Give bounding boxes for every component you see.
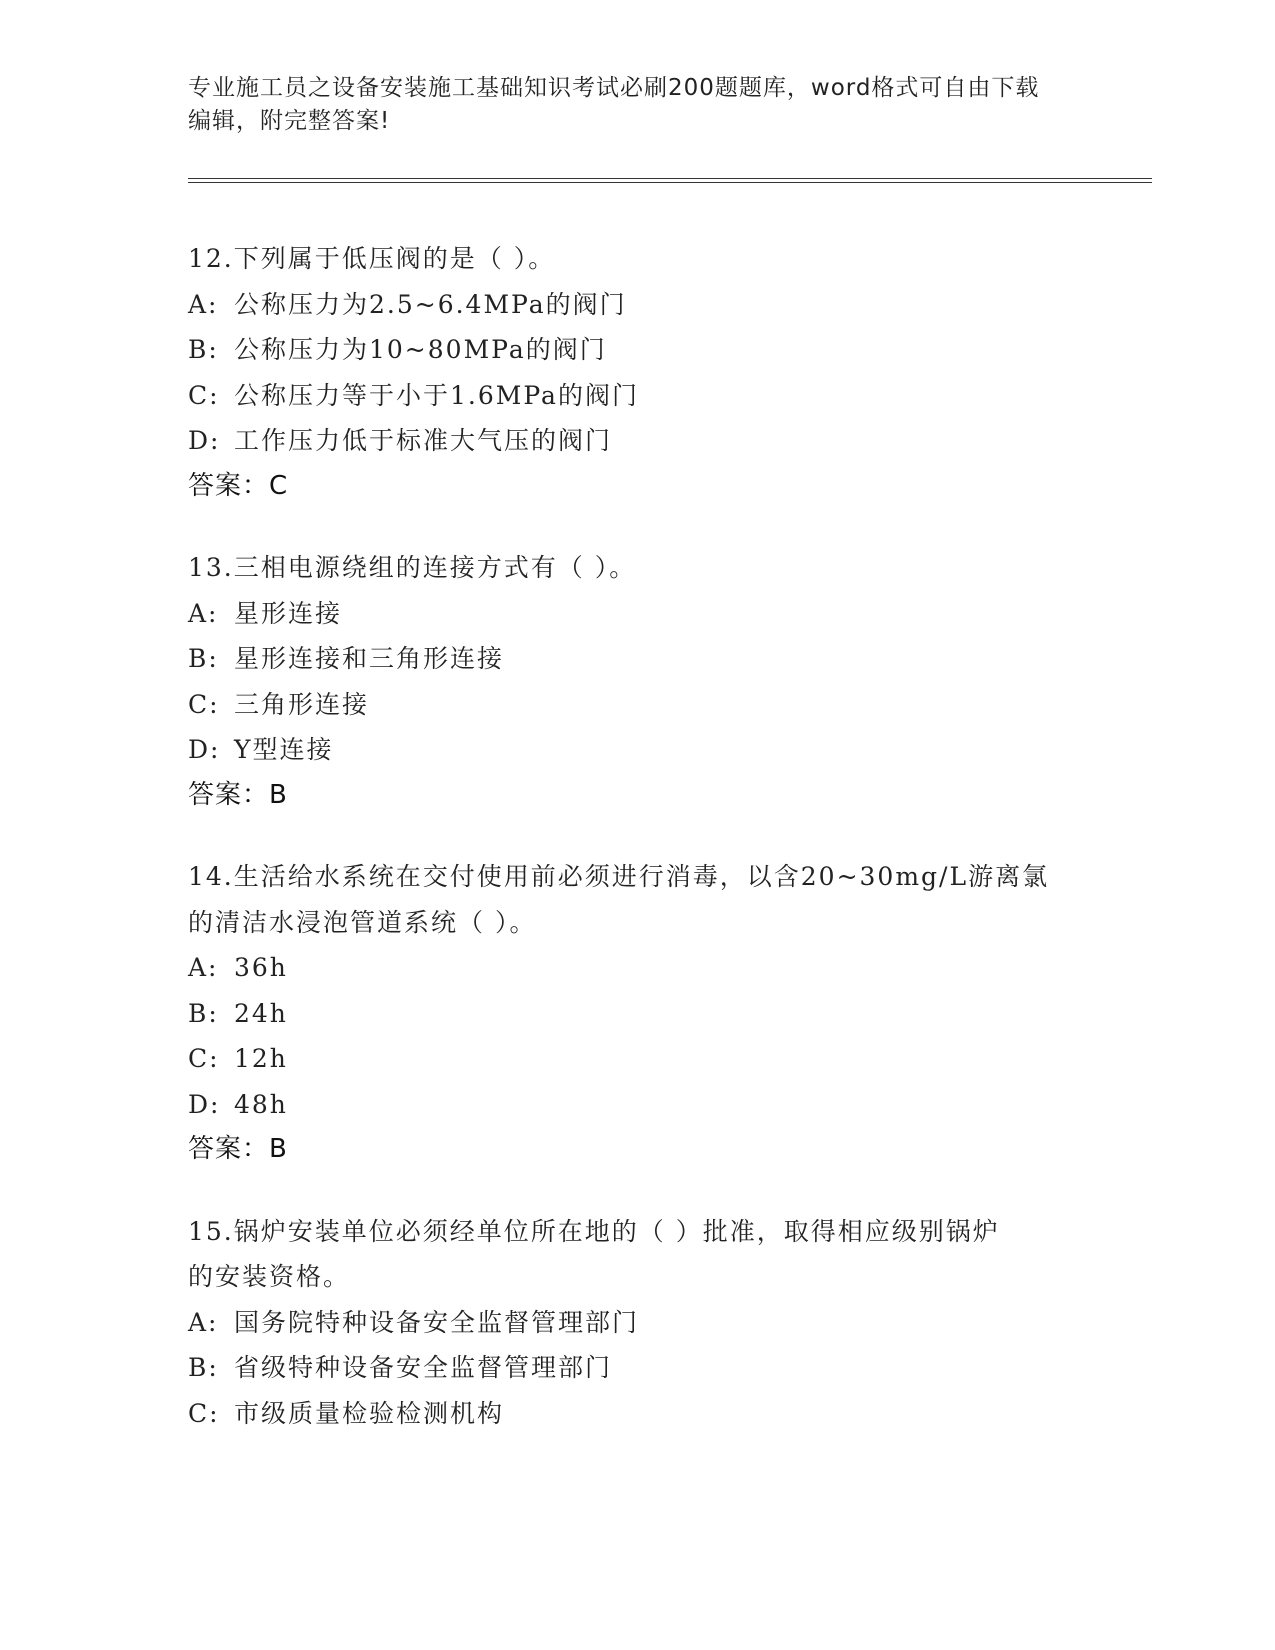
option-text: 星形连接和三角形连接 — [234, 644, 505, 673]
question-stem — [188, 1209, 1088, 1255]
option-text: 12h — [234, 1044, 288, 1073]
option-d — [188, 418, 1088, 464]
header-line-1: 专业施工员之设备安装施工基础知识考试必刷200题题库，word格式可自由下载 — [188, 75, 1040, 101]
option-letter: B: — [188, 644, 219, 673]
question-stem — [188, 545, 1088, 591]
option-text: 公称压力等于小于1.6MPa的阀门 — [234, 380, 639, 410]
option-a — [188, 1300, 1088, 1346]
document-header — [188, 72, 1088, 138]
question-stem-line: 三相电源绕组的连接方式有（ ）。 — [233, 553, 637, 582]
option-a — [188, 945, 1088, 991]
option-letter: C: — [188, 1044, 220, 1073]
answer-line: 答案：C — [188, 470, 289, 501]
question-stem — [188, 854, 1088, 900]
option-text: 国务院特种设备安全监督管理部门 — [234, 1307, 640, 1337]
option-b — [188, 991, 1088, 1037]
option-d — [188, 1082, 1088, 1128]
question-number: 13. — [188, 553, 234, 582]
option-letter: B: — [188, 998, 219, 1028]
question-number: 14. — [188, 862, 234, 891]
option-text: 36h — [234, 953, 288, 982]
question-list — [188, 236, 1088, 1472]
option-letter: B: — [188, 335, 219, 364]
option-letter: D: — [188, 1089, 221, 1119]
option-letter: A: — [188, 953, 219, 982]
option-text: Y型连接 — [234, 735, 334, 764]
question-number: 12. — [188, 244, 234, 273]
option-letter: B: — [188, 1353, 219, 1382]
option-a — [188, 282, 1088, 328]
option-a — [188, 591, 1088, 637]
answer-line: 答案：B — [188, 1134, 288, 1164]
option-letter: D: — [188, 426, 221, 455]
question-stem-line: 下列属于低压阀的是（ ）。 — [233, 244, 556, 273]
option-c — [188, 373, 1088, 419]
option-b — [188, 1345, 1088, 1391]
question-15 — [188, 1209, 1088, 1437]
option-letter: C: — [188, 689, 220, 719]
question-12 — [188, 236, 1088, 509]
option-text: 工作压力低于标准大气压的阀门 — [234, 426, 613, 455]
option-text: 24h — [234, 998, 288, 1028]
option-b — [188, 636, 1088, 682]
answer-line: 答案：B — [188, 779, 288, 810]
option-letter: C: — [188, 380, 220, 410]
option-text: 三角形连接 — [234, 689, 370, 719]
option-text: 省级特种设备安全监督管理部门 — [234, 1353, 613, 1382]
header-divider-bottom — [188, 182, 1152, 183]
option-c — [188, 682, 1088, 728]
option-d — [188, 727, 1088, 773]
option-c — [188, 1036, 1088, 1082]
question-13 — [188, 545, 1088, 818]
option-b — [188, 327, 1088, 373]
question-stem-continuation: 的清洁水浸泡管道系统（ ）。 — [188, 907, 537, 937]
option-letter: A: — [188, 598, 219, 628]
option-text: 星形连接 — [234, 598, 343, 628]
question-stem-line: 生活给水系统在交付使用前必须进行消毒，以含20~30mg/L游离氯 — [233, 862, 1050, 891]
option-text: 公称压力为10~80MPa的阀门 — [234, 335, 607, 364]
option-c — [188, 1391, 1088, 1437]
option-letter: A: — [188, 289, 219, 319]
header-divider-top — [188, 178, 1152, 179]
question-stem-line: 锅炉安装单位必须经单位所在地的（ ）批准，取得相应级别锅炉 — [233, 1216, 1000, 1246]
option-letter: C: — [188, 1398, 220, 1428]
question-number: 15. — [188, 1216, 234, 1246]
question-stem — [188, 236, 1088, 282]
question-stem-continuation: 的安装资格。 — [188, 1262, 351, 1291]
option-letter: D: — [188, 735, 221, 764]
option-text: 48h — [234, 1089, 288, 1119]
option-letter: A: — [188, 1307, 219, 1337]
option-text: 市级质量检验检测机构 — [234, 1398, 505, 1428]
question-14 — [188, 854, 1088, 1173]
header-line-2: 编辑，附完整答案! — [188, 108, 391, 134]
option-text: 公称压力为2.5~6.4MPa的阀门 — [234, 289, 627, 319]
